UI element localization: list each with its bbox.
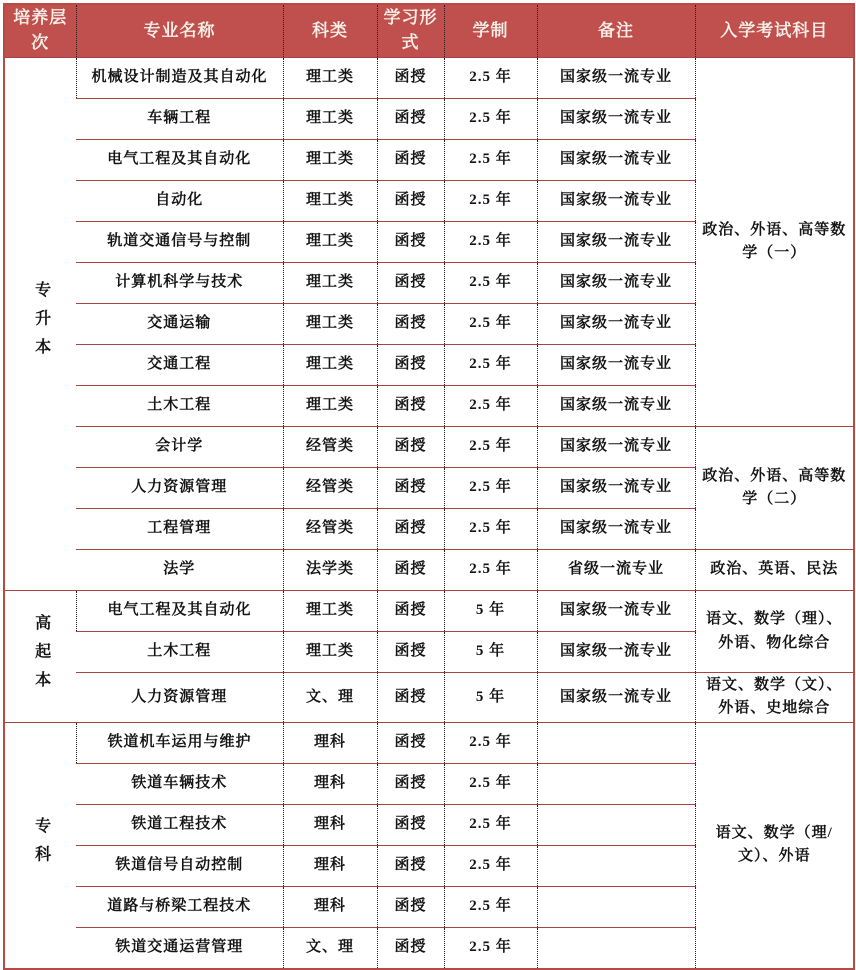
table-row [4, 673, 854, 723]
cell-note: 国家级一流专业 [537, 304, 695, 345]
cell-category: 理工类 [283, 386, 377, 427]
cell-major: 会计学 [76, 427, 283, 468]
cell-form: 函授 [377, 427, 444, 468]
cell-note [537, 886, 695, 927]
cell-major: 人力资源管理 [76, 468, 283, 509]
exam-cell-group-3: 政治、英语、民法 [695, 550, 854, 591]
cell-major: 工程管理 [76, 509, 283, 550]
cell-major: 法学 [76, 550, 283, 591]
cell-category: 经管类 [283, 468, 377, 509]
exam-cell-group-6: 语文、数学（理/文）、外语 [695, 722, 854, 969]
cell-major: 铁道车辆技术 [76, 763, 283, 804]
cell-note: 国家级一流专业 [537, 99, 695, 140]
cell-form: 函授 [377, 181, 444, 222]
table-row [4, 550, 854, 591]
cell-duration: 2.5 年 [444, 304, 537, 345]
header-duration: 学制 [444, 4, 537, 58]
cell-duration: 2.5 年 [444, 886, 537, 927]
cell-duration: 2.5 年 [444, 99, 537, 140]
cell-category: 理工类 [283, 99, 377, 140]
cell-form: 函授 [377, 632, 444, 673]
header-row [4, 4, 854, 58]
cell-note: 省级一流专业 [537, 550, 695, 591]
level-label: 专科 [32, 816, 50, 874]
cell-form: 函授 [377, 386, 444, 427]
cell-category: 文、理 [283, 673, 377, 723]
cell-note: 国家级一流专业 [537, 181, 695, 222]
cell-note: 国家级一流专业 [537, 673, 695, 723]
cell-duration: 5 年 [444, 673, 537, 723]
cell-major: 人力资源管理 [76, 673, 283, 723]
exam-cell-group-4: 语文、数学（理）、外语、物化综合 [695, 591, 854, 673]
cell-duration: 2.5 年 [444, 345, 537, 386]
cell-note: 国家级一流专业 [537, 632, 695, 673]
cell-form: 函授 [377, 304, 444, 345]
cell-form: 函授 [377, 763, 444, 804]
cell-major: 土木工程 [76, 632, 283, 673]
cell-form: 函授 [377, 550, 444, 591]
table-row [4, 591, 854, 632]
cell-duration: 2.5 年 [444, 386, 537, 427]
cell-note: 国家级一流专业 [537, 263, 695, 304]
level-cell-gaoqiben [4, 591, 76, 723]
cell-category: 理工类 [283, 632, 377, 673]
cell-duration: 2.5 年 [444, 722, 537, 763]
header-major-name: 专业名称 [76, 4, 283, 58]
cell-category: 理科 [283, 763, 377, 804]
cell-form: 函授 [377, 509, 444, 550]
cell-note: 国家级一流专业 [537, 427, 695, 468]
cell-major: 计算机科学与技术 [76, 263, 283, 304]
cell-major: 土木工程 [76, 386, 283, 427]
cell-form: 函授 [377, 591, 444, 632]
cell-major: 铁道机车运用与维护 [76, 722, 283, 763]
cell-major: 铁道工程技术 [76, 804, 283, 845]
cell-major: 交通运输 [76, 304, 283, 345]
cell-duration: 2.5 年 [444, 58, 537, 99]
cell-form: 函授 [377, 345, 444, 386]
level-label: 专升本 [32, 281, 50, 367]
cell-note [537, 722, 695, 763]
cell-major: 交通工程 [76, 345, 283, 386]
admissions-program-table [3, 3, 855, 970]
cell-note: 国家级一流专业 [537, 58, 695, 99]
cell-form: 函授 [377, 927, 444, 969]
cell-form: 函授 [377, 886, 444, 927]
cell-duration: 2.5 年 [444, 181, 537, 222]
cell-duration: 5 年 [444, 591, 537, 632]
cell-category: 理工类 [283, 140, 377, 181]
header-training-level: 培养层次 [4, 4, 76, 58]
cell-form: 函授 [377, 722, 444, 763]
cell-note [537, 927, 695, 969]
cell-duration: 2.5 年 [444, 468, 537, 509]
cell-duration: 2.5 年 [444, 263, 537, 304]
cell-category: 理科 [283, 886, 377, 927]
cell-major: 道路与桥梁工程技术 [76, 886, 283, 927]
cell-duration: 2.5 年 [444, 509, 537, 550]
cell-major: 轨道交通信号与控制 [76, 222, 283, 263]
cell-note: 国家级一流专业 [537, 386, 695, 427]
cell-duration: 2.5 年 [444, 845, 537, 886]
header-subject-category: 科类 [283, 4, 377, 58]
cell-category: 理工类 [283, 591, 377, 632]
cell-category: 理科 [283, 722, 377, 763]
cell-category: 理科 [283, 804, 377, 845]
cell-form: 函授 [377, 140, 444, 181]
cell-major: 机械设计制造及其自动化 [76, 58, 283, 99]
cell-note: 国家级一流专业 [537, 345, 695, 386]
cell-note: 国家级一流专业 [537, 509, 695, 550]
cell-note [537, 804, 695, 845]
cell-category: 理工类 [283, 58, 377, 99]
cell-category: 经管类 [283, 427, 377, 468]
table-row [4, 427, 854, 468]
cell-duration: 2.5 年 [444, 804, 537, 845]
cell-category: 理工类 [283, 345, 377, 386]
cell-major: 铁道信号自动控制 [76, 845, 283, 886]
cell-form: 函授 [377, 99, 444, 140]
cell-category: 理工类 [283, 304, 377, 345]
cell-category: 理工类 [283, 222, 377, 263]
cell-category: 法学类 [283, 550, 377, 591]
header-remark: 备注 [537, 4, 695, 58]
table-row [4, 722, 854, 763]
exam-cell-group-1: 政治、外语、高等数学（一） [695, 58, 854, 427]
level-cell-zhuanke [4, 722, 76, 969]
header-entrance-exam-subjects: 入学考试科目 [695, 4, 854, 58]
cell-note: 国家级一流专业 [537, 222, 695, 263]
cell-major: 电气工程及其自动化 [76, 591, 283, 632]
cell-form: 函授 [377, 58, 444, 99]
exam-cell-group-5: 语文、数学（文）、外语、史地综合 [695, 673, 854, 723]
cell-category: 文、理 [283, 927, 377, 969]
cell-form: 函授 [377, 804, 444, 845]
cell-note: 国家级一流专业 [537, 591, 695, 632]
cell-duration: 2.5 年 [444, 427, 537, 468]
cell-duration: 2.5 年 [444, 927, 537, 969]
cell-major: 铁道交通运营管理 [76, 927, 283, 969]
header-study-form: 学习形式 [377, 4, 444, 58]
cell-major: 自动化 [76, 181, 283, 222]
cell-duration: 2.5 年 [444, 550, 537, 591]
cell-note: 国家级一流专业 [537, 140, 695, 181]
cell-category: 理科 [283, 845, 377, 886]
cell-form: 函授 [377, 263, 444, 304]
cell-note [537, 845, 695, 886]
cell-form: 函授 [377, 845, 444, 886]
table-row [4, 58, 854, 99]
cell-form: 函授 [377, 222, 444, 263]
cell-duration: 2.5 年 [444, 140, 537, 181]
cell-category: 理工类 [283, 263, 377, 304]
cell-duration: 2.5 年 [444, 763, 537, 804]
cell-note [537, 763, 695, 804]
level-label: 高起本 [32, 613, 50, 699]
cell-form: 函授 [377, 673, 444, 723]
level-cell-zhuanshengben [4, 58, 76, 591]
cell-duration: 2.5 年 [444, 222, 537, 263]
exam-cell-group-2: 政治、外语、高等数学（二） [695, 427, 854, 550]
cell-category: 理工类 [283, 181, 377, 222]
cell-note: 国家级一流专业 [537, 468, 695, 509]
cell-category: 经管类 [283, 509, 377, 550]
cell-form: 函授 [377, 468, 444, 509]
cell-major: 电气工程及其自动化 [76, 140, 283, 181]
cell-major: 车辆工程 [76, 99, 283, 140]
cell-duration: 5 年 [444, 632, 537, 673]
